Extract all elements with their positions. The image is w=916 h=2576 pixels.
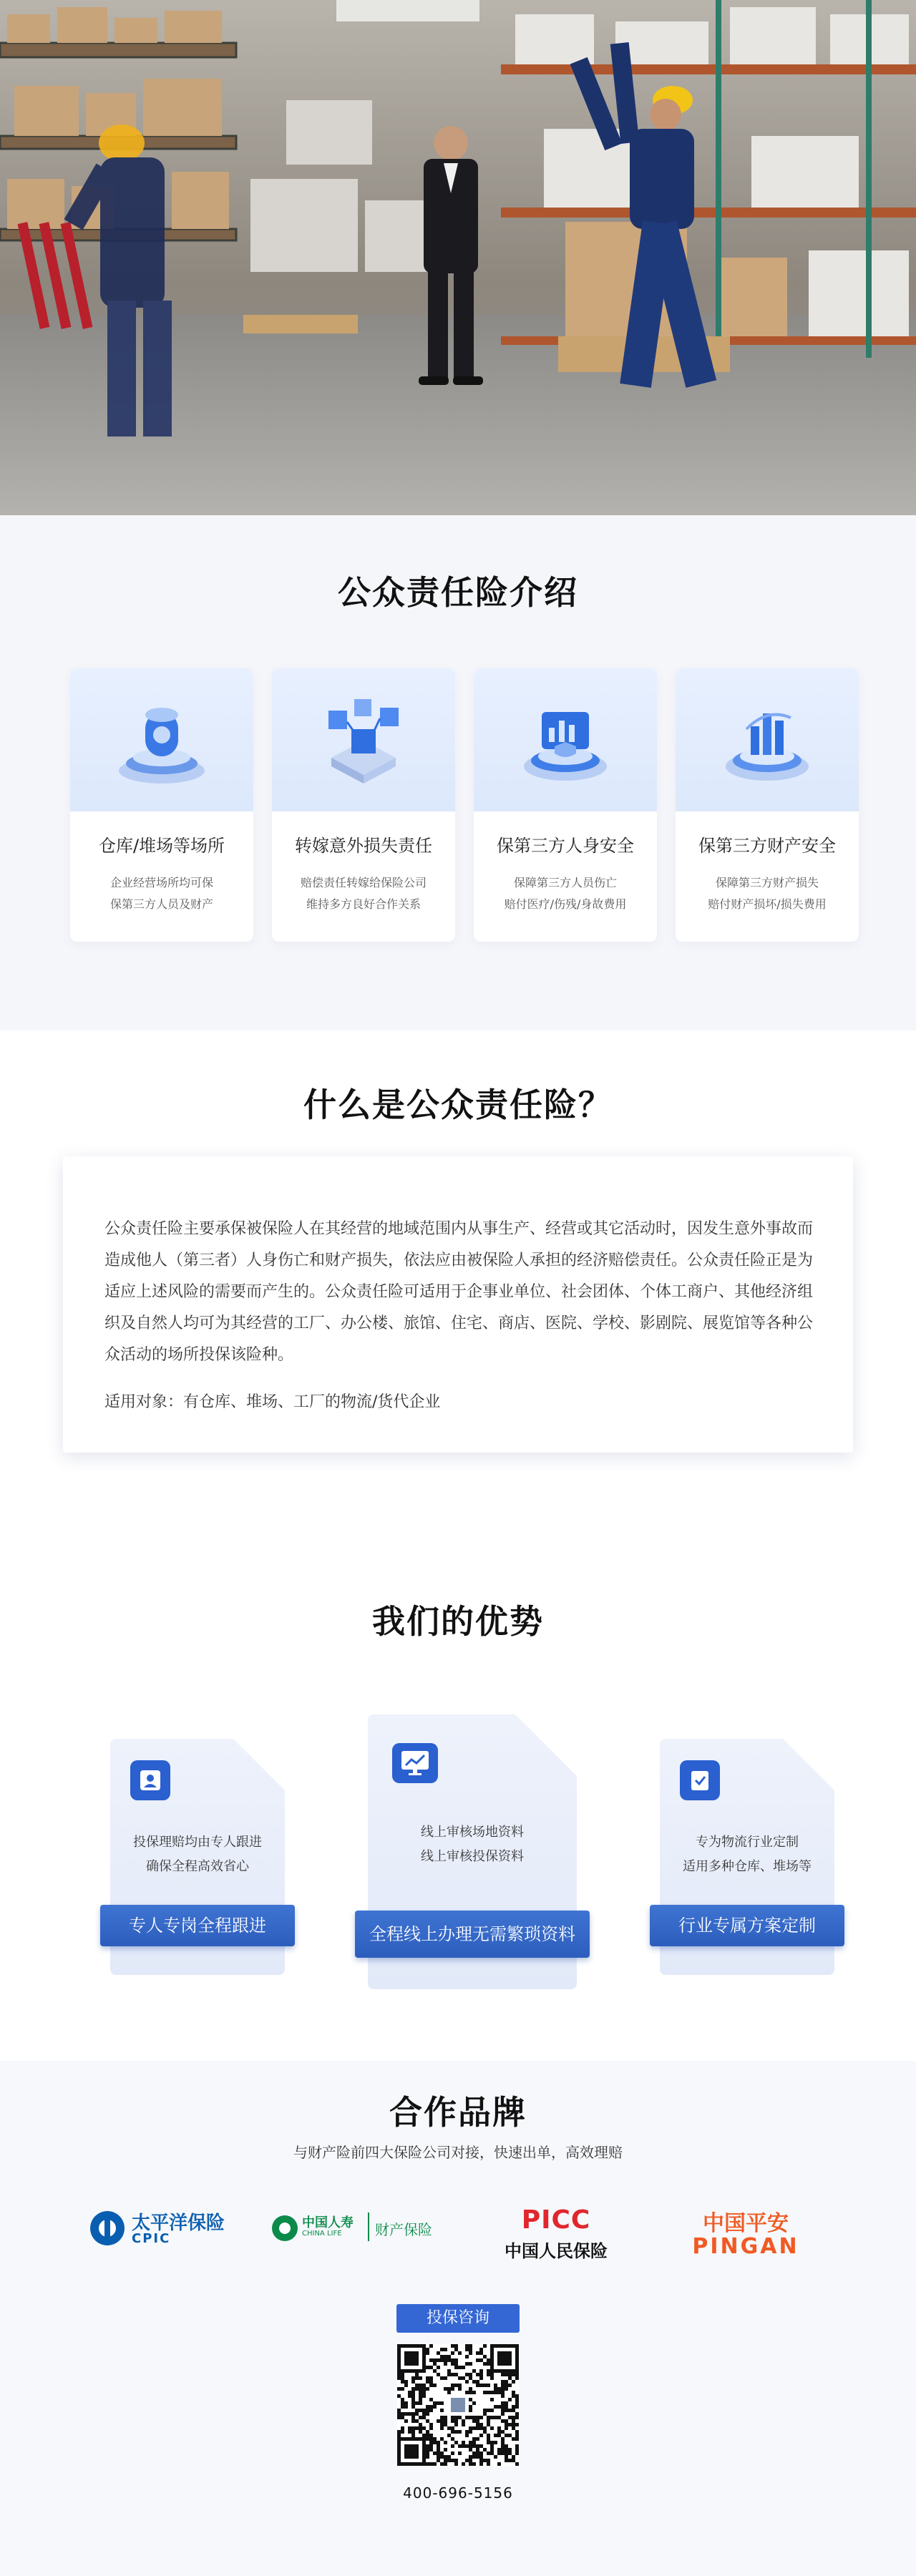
what-is-box xyxy=(63,1156,853,1453)
intro-title: 公众责任险介绍 xyxy=(338,573,578,612)
intro-card-1-desc-2: 保第三方人员及财产 xyxy=(109,897,213,911)
intro-card-1 xyxy=(70,668,253,942)
advantage-card-3 xyxy=(650,1739,844,1975)
picc-logo xyxy=(481,2205,631,2260)
qr-code xyxy=(397,2344,519,2466)
person-card-icon xyxy=(130,1760,170,1800)
advantage-card-1 xyxy=(100,1739,295,1975)
advantage-1-label: 专人专岗全程跟进 xyxy=(100,1905,295,1946)
hero-banner-image xyxy=(0,0,916,515)
intro-card-1-desc-1: 企业经营场所均可保 xyxy=(109,876,213,889)
advantages-title: 我们的优势 xyxy=(372,1602,544,1641)
intro-card-3-desc-2: 赔付医疗/伤残/身故费用 xyxy=(504,897,627,911)
cubes-network-icon xyxy=(272,668,455,811)
monitor-chart-icon xyxy=(392,1743,438,1783)
intro-card-4 xyxy=(676,668,859,942)
advantage-1-line-1: 投保理赔均由专人跟进 xyxy=(133,1835,262,1850)
intro-card-3 xyxy=(474,668,657,942)
china-life-logo-cn: 中国人寿 xyxy=(302,2215,354,2230)
intro-card-2-title: 转嫁意外损失责任 xyxy=(295,836,432,856)
what-is-audience: 适用对象：有仓库、堆场、工厂的物流/货代企业 xyxy=(104,1393,441,1411)
picc-logo-en: PICC xyxy=(521,2205,591,2235)
china-life-logo-en: CHINA LIFE xyxy=(302,2230,342,2238)
clipboard-check-icon xyxy=(680,1760,720,1800)
picc-logo-cn: 中国人民保险 xyxy=(505,2241,608,2261)
intro-card-2 xyxy=(272,668,455,942)
intro-card-3-title: 保第三方人身安全 xyxy=(497,836,634,856)
pingan-logo-en: PINGAN xyxy=(692,2234,799,2259)
intro-card-2-desc-1: 赔偿责任转嫁给保险公司 xyxy=(300,876,427,889)
cpic-logo-cn: 太平洋保险 xyxy=(132,2212,225,2234)
what-is-title: 什么是公众责任险？ xyxy=(303,1085,613,1124)
cpic-logo xyxy=(87,2207,245,2250)
what-is-section xyxy=(0,1030,916,1460)
intro-card-2-desc-2: 维持多方良好合作关系 xyxy=(306,897,421,911)
advantage-2-label: 全程线上办理无需繁琐资料 xyxy=(355,1911,590,1958)
intro-card-3-desc-1: 保障第三方人员伤亡 xyxy=(513,876,617,889)
pingan-logo xyxy=(681,2205,810,2260)
brands-title: 合作品牌 xyxy=(389,2093,527,2132)
intro-card-4-desc-1: 保障第三方财产损失 xyxy=(715,876,819,889)
advantage-3-label: 行业专属方案定制 xyxy=(650,1905,844,1946)
chart-shield-icon xyxy=(474,668,657,811)
cpic-logo-en: CPIC xyxy=(132,2231,171,2246)
pingan-logo-cn: 中国平安 xyxy=(703,2211,789,2236)
intro-card-4-title: 保第三方财产安全 xyxy=(698,836,836,856)
shield-cylinder-icon xyxy=(70,668,253,811)
advantages-section xyxy=(0,1531,916,2061)
advantage-card-2 xyxy=(355,1714,590,1989)
bar-chart-platform-icon xyxy=(676,668,859,811)
brands-subtitle: 与财产险前四大保险公司对接，快速出单，高效理赔 xyxy=(293,2144,623,2161)
advantage-2-line-1: 线上审核场地资料 xyxy=(421,1825,524,1840)
partner-brands-section xyxy=(0,2061,916,2576)
advantage-2-line-2: 线上审核投保资料 xyxy=(421,1849,524,1864)
china-life-logo xyxy=(271,2210,449,2247)
consult-button[interactable]: 投保咨询 xyxy=(396,2304,520,2333)
what-is-body: 公众责任险主要承保被保险人在其经营的地域范围内从事生产、经营或其它活动时，因发生意外事故而造成他人（第三者）人身伤亡和财产损失，依法应由被保险人承担的经济赔偿责任。公众责任险正是为适应上述风险的需要而产生的。公众责任险可适用于企事业单位、社会团体、个体工商户、其他经济组织及自然人均可为其经营的工厂、办公楼、旅馆、住宅、商店、医院、学校、影剧院、展览馆等各种公众活动的场所投保该险种。 xyxy=(104,1220,814,1364)
china-life-logo-extra: 财产保险 xyxy=(375,2221,432,2238)
advantage-1-line-2: 确保全程高效省心 xyxy=(146,1859,249,1874)
intro-card-1-title: 仓库/堆场等场所 xyxy=(98,836,225,856)
advantage-3-line-2: 适用多种仓库、堆场等 xyxy=(683,1859,812,1874)
advantage-3-line-1: 专为物流行业定制 xyxy=(696,1835,799,1850)
intro-section xyxy=(0,515,916,1030)
hotline-number: 400-696-5156 xyxy=(403,2484,513,2502)
intro-card-4-desc-2: 赔付财产损坏/损失费用 xyxy=(708,897,827,911)
